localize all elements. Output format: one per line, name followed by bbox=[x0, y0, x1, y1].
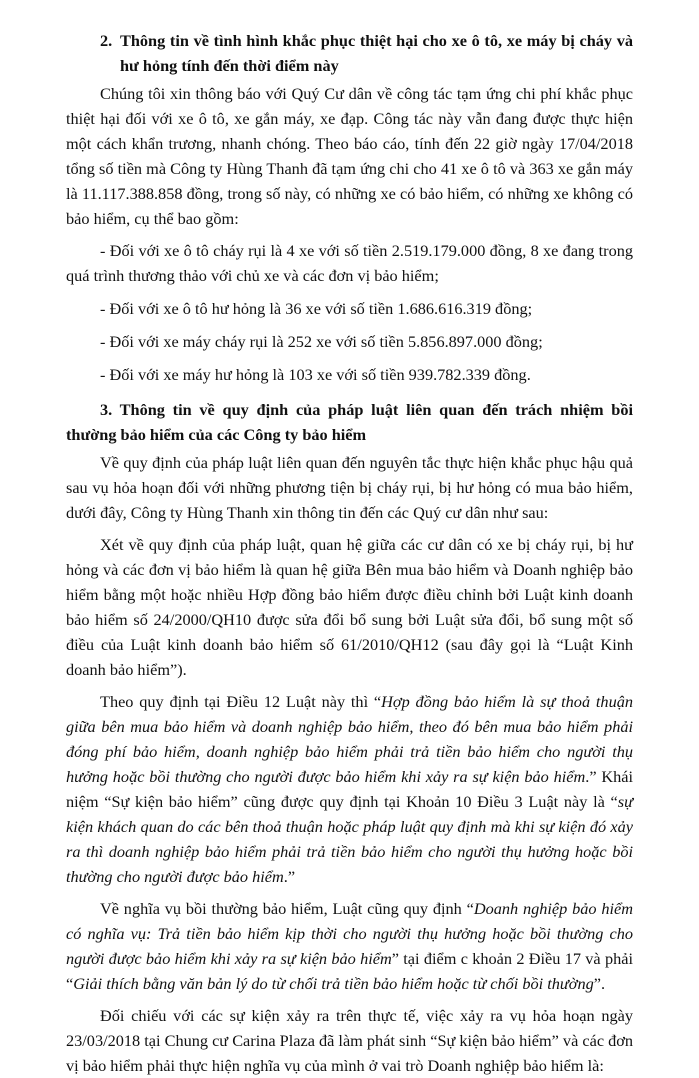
text-run: .” Khái niệm “Sự kiện bảo hiểm” cũng được quy định tại Khoản 10 Điều 3 Luật này là “ bbox=[66, 767, 634, 811]
section-3-paragraph-4 bbox=[66, 896, 633, 996]
text-run: .” bbox=[283, 867, 296, 886]
quote-italic: Doanh nghiệp bảo hiểm có nghĩa vụ: Trả tiền bảo hiểm kịp thời cho người thụ hưởng hoặc bồi thường cho người được bảo hiểm khi xảy ra sự kiện bảo hiểm bbox=[66, 899, 634, 968]
section-3-paragraph-5: Đối chiếu với các sự kiện xảy ra trên thực tế, việc xảy ra vụ hỏa hoạn ngày 23/03/2018 tại Chung cư Carina Plaza đã làm phát sinh “Sự kiện bảo hiểm” và các đơn vị bảo hiểm phải thực hiện nghĩa vụ của mình ở vai trò Doanh nghiệp bảo hiểm là: bbox=[66, 1006, 634, 1075]
text-run: ”. bbox=[593, 974, 606, 993]
section-3-paragraph-3 bbox=[66, 689, 633, 889]
section-2-heading bbox=[66, 28, 633, 78]
section-2-intro: Chúng tôi xin thông báo với Quý Cư dân về công tác tạm ứng chi phí khắc phục thiệt hại đối với xe ô tô, xe gắn máy, xe đạp. Công tác này vẫn đang được thực hiện một cách khẩn trương, nhanh chóng. Theo báo cáo, tính đến 22 giờ ngày 17/04/2018 tổng số tiền mà Công ty Hùng Thanh đã tạm ứng chi cho 41 xe ô tô và 363 xe gắn máy là 11.117.388.858 đồng, trong số này, có những xe có bảo hiểm, có những xe không có bảo hiểm, cụ thể bao gồm: bbox=[66, 84, 633, 228]
section-3-paragraph-1: Về quy định của pháp luật liên quan đến nguyên tắc thực hiện khắc phục hậu quả sau vụ hỏa hoạn đối với những phương tiện bị cháy rụi, bị hư hỏng có mua bảo hiểm, dưới đây, Công ty Hùng Thanh xin thông tin đến các Quý cư dân như sau: bbox=[66, 453, 633, 522]
text-run: ” tại điểm c khoản 2 Điều 17 và phải “ bbox=[66, 949, 633, 993]
quote-italic: Hợp đồng bảo hiểm là sự thoả thuận giữa bên mua bảo hiểm và doanh nghiệp bảo hiểm, theo đó bên mua bảo hiểm phải đóng phí bảo hiểm, doanh nghiệp bảo hiểm phải trả tiền bảo hiểm cho người thụ hưởng hoặc bồi thường cho người được bảo hiểm khi xảy ra sự kiện bảo hiểm bbox=[66, 692, 633, 786]
list-item: - Đối với xe ô tô cháy rụi là 4 xe với số tiền 2.519.179.000 đồng, 8 xe đang trong quá trình thương thảo với chủ xe và các đơn vị bảo hiểm; bbox=[66, 241, 633, 285]
quote-italic: sự kiện khách quan do các bên thoả thuận hoặc pháp luật quy định mà khi sự kiện đó xảy ra thì doanh nghiệp bảo hiểm phải trả tiền bảo hiểm cho người thụ hưởng hoặc bồi thường cho người được bảo hiểm bbox=[66, 792, 633, 886]
quote-italic: Giải thích bằng văn bản lý do từ chối trả tiền bảo hiểm hoặc từ chối bồi thường bbox=[73, 974, 594, 993]
list-item: - Đối với xe máy cháy rụi là 252 xe với số tiền 5.856.897.000 đồng; bbox=[100, 332, 543, 351]
text-run: Theo quy định tại Điều 12 Luật này thì “ bbox=[100, 692, 382, 711]
section-2-number: 2. bbox=[100, 31, 113, 50]
text-run: Về nghĩa vụ bồi thường bảo hiểm, Luật cũng quy định “ bbox=[100, 899, 474, 918]
section-3-heading: 3. Thông tin về quy định của pháp luật liên quan đến trách nhiệm bồi thường bảo hiểm của các Công ty bảo hiểm bbox=[66, 400, 633, 444]
list-item: - Đối với xe máy hư hỏng là 103 xe với số tiền 939.782.339 đồng. bbox=[100, 365, 531, 384]
list-item: - Đối với xe ô tô hư hỏng là 36 xe với số tiền 1.686.616.319 đồng; bbox=[100, 299, 533, 318]
section-3-paragraph-2: Xét về quy định của pháp luật, quan hệ giữa các cư dân có xe bị cháy rụi, bị hư hỏng và các đơn vị bảo hiểm là quan hệ giữa Bên mua bảo hiểm và Doanh nghiệp bảo hiểm bằng một hoặc nhiều Hợp đồng bảo hiểm được điều chỉnh bởi Luật kinh doanh bảo hiểm số 24/2000/QH10 được sửa đổi bổ sung bởi Luật sửa đổi, bổ sung một số điều của Luật kinh doanh bảo hiểm số 61/2010/QH12 (sau đây gọi là “Luật Kinh doanh bảo hiểm”). bbox=[66, 535, 633, 679]
section-2-title: Thông tin về tình hình khắc phục thiệt hại cho xe ô tô, xe máy bị cháy và hư hỏng tính đến thời điểm này bbox=[120, 31, 633, 75]
